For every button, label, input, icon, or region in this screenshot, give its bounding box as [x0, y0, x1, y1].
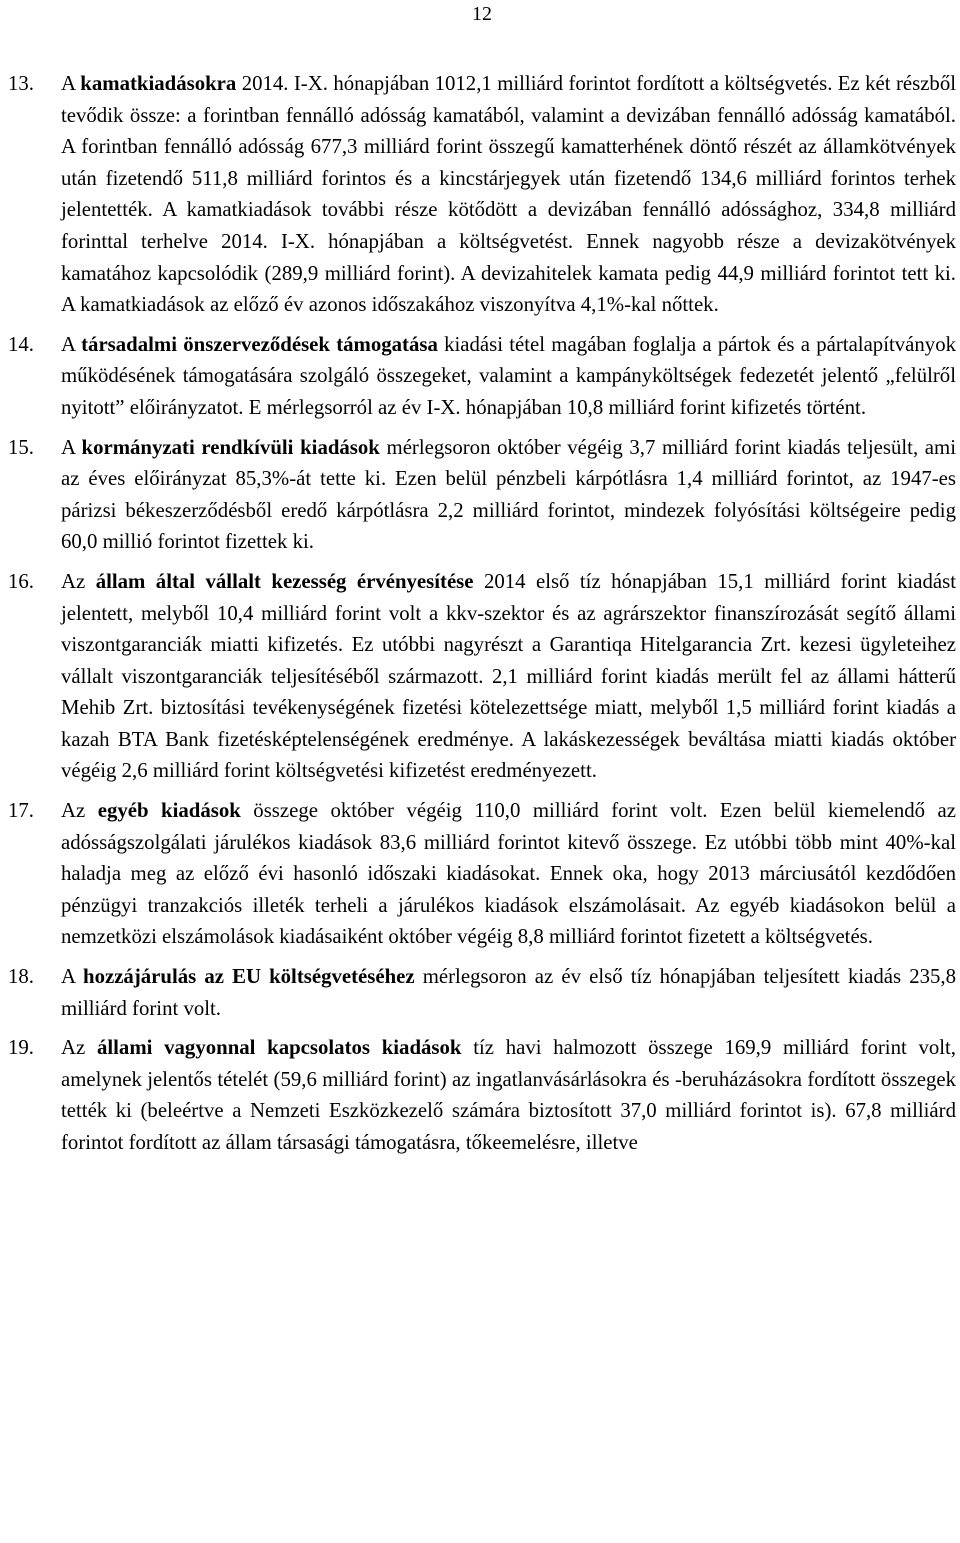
item-text: [61, 1032, 956, 1158]
item-keyword: állami vagyonnal kapcsolatos kiadások: [96, 1036, 462, 1060]
item-text-rest: tíz havi halmozott összege 169,9 milliárd forint volt, amelynek jelentős tételét (59,6 milliárd forint) az ingatlanvásárlásokra és -beruházásokra fordított összegek tették ki (beleértve a Nemzeti Eszközkezelő számára biztosított 37,0 milliárd forintot is). 67,8 milliárd forintot fordított az állam társasági támogatásra, tőkeemelésre, illetve: [61, 1036, 957, 1154]
item-number: 13.: [8, 72, 34, 95]
item-text-lead: A: [61, 965, 83, 989]
item-number: 14.: [8, 332, 34, 356]
item-keyword: kormányzati rendkívüli kiadások: [81, 435, 380, 459]
item-keyword: egyéb kiadások: [97, 799, 241, 823]
item-text: [61, 566, 956, 787]
item-text-lead: A: [61, 72, 81, 95]
item-number: 19.: [8, 1036, 34, 1060]
item-keyword: hozzájárulás az EU költségvetéséhez: [83, 965, 415, 989]
item-text-rest: összege október végéig 110,0 milliárd forint volt. Ezen belül kiemelendő az adósságszolgálati járulékos kiadások 83,6 milliárd forintot kitevő összege. Ez utóbbi több mint 40%-kal haladja meg az előző évi hasonló időszaki kiadásokat. Ennek oka, hogy 2013 márciusától kezdődően pénzügyi tranzakciós illeték terheli a járulékos kiadások elszámolásait. Az egyéb kiadásokon belül a nemzetközi elszámolások kiadásaiként október végéig 8,8 milliárd forintot fizetett a költségvetés.: [61, 799, 956, 949]
list-item: [8, 566, 956, 787]
item-text: [61, 961, 956, 1024]
page-number: 12: [472, 3, 492, 25]
item-text-rest: 2014 első tíz hónapjában 15,1 milliárd forint kiadást jelentett, melyből 10,4 milliárd forint volt a kkv-szektor és az agrárszektor finanszírozását segítő állami viszontgaranciák miatti kifizetés. Ez utóbbi nagyrészt a Garantiqa Hitelgarancia Zrt. kezesi ügyleteihez vállalt viszontgaranciák teljesítéséből származott. 2,1 milliárd forint kiadás merült fel az állami hátterű Mehib Zrt. biztosítási tevékenységének fizetési kötelezettsége miatt, melyből 1,5 milliárd forint kiadás a kazah BTA Bank fizetésképtelenségének eredménye. A lakáskezességek beváltása miatti kiadás október végéig 2,6 milliárd forint költségvetési kifizetést eredményezett.: [61, 569, 957, 783]
item-number: 17.: [8, 799, 34, 823]
item-text: [61, 432, 956, 558]
item-text-lead: Az: [61, 799, 98, 823]
item-text-rest: mérlegsoron október végéig 3,7 milliárd forint kiadás teljesült, ami az éves előirányzat 85,3%-át tette ki. Ezen belül pénzbeli kárpótlásra 1,4 milliárd forintot, az 1947-es párizsi békeszerződésből eredő kárpótlásra 2,2 milliárd forintot, mindezek folyósítási költségeire pedig 60,0 millió forintot fizettek ki.: [61, 435, 956, 554]
item-text-lead: A: [61, 435, 82, 459]
list-item: [8, 329, 956, 424]
list-item: [8, 961, 956, 1024]
item-text-lead: A: [61, 332, 82, 356]
item-number: 16.: [8, 569, 34, 593]
document-body: [8, 68, 956, 1167]
item-number: 18.: [8, 965, 34, 989]
item-text: [61, 329, 956, 424]
item-keyword: kamatkiadásokra: [80, 72, 237, 95]
list-item: [8, 1032, 956, 1158]
item-text: [61, 795, 956, 953]
list-item: [8, 795, 956, 953]
list-item: [8, 432, 956, 558]
item-text-rest: mérlegsoron az év első tíz hónapjában teljesített kiadás 235,8 milliárd forint volt.: [61, 965, 956, 1020]
item-text: [61, 68, 956, 321]
item-number: 15.: [8, 435, 34, 459]
list-item: [8, 68, 956, 321]
item-text-lead: Az: [61, 569, 96, 593]
item-keyword: társadalmi önszerveződések támogatása: [81, 332, 438, 356]
item-text-lead: Az: [61, 1036, 97, 1060]
item-text-rest: 2014. I-X. hónapjában 1012,1 milliárd forintot fordított a költségvetés. Ez két részből tevődik össze: a forintban fennálló adósság kamatából, valamint a devizában fennálló adósság kamatából. A forintban fennálló adósság 677,3 milliárd forint összegű kamatterhének döntő részét az államkötvények után fizetendő 511,8 milliárd forintos és a kincstárjegyek után fizetendő 134,6 milliárd forintos terhek jelentették. A kamatkiadások további része kötődött a devizában fennálló adóssághoz, 334,8 milliárd forinttal terhelve 2014. I-X. hónapjában a költségvetést. Ennek nagyobb része a devizakötvények kamatához kapcsolódik (289,9 milliárd forint). A devizahitelek kamata pedig 44,9 milliárd forintot tett ki. A kamatkiadások az előző év azonos időszakához viszonyítva 4,1%-kal nőttek.: [61, 72, 956, 317]
item-keyword: állam által vállalt kezesség érvényesítése: [95, 569, 474, 593]
item-text-rest: kiadási tétel magában foglalja a pártok és a pártalapítványok működésének támogatására szolgáló összegeket, valamint a kampányköltségek fedezetét jelentő „felülről nyitott” előirányzatot. E mérlegsorról az év I-X. hónapjában 10,8 milliárd forint kifizetés történt.: [61, 332, 956, 419]
